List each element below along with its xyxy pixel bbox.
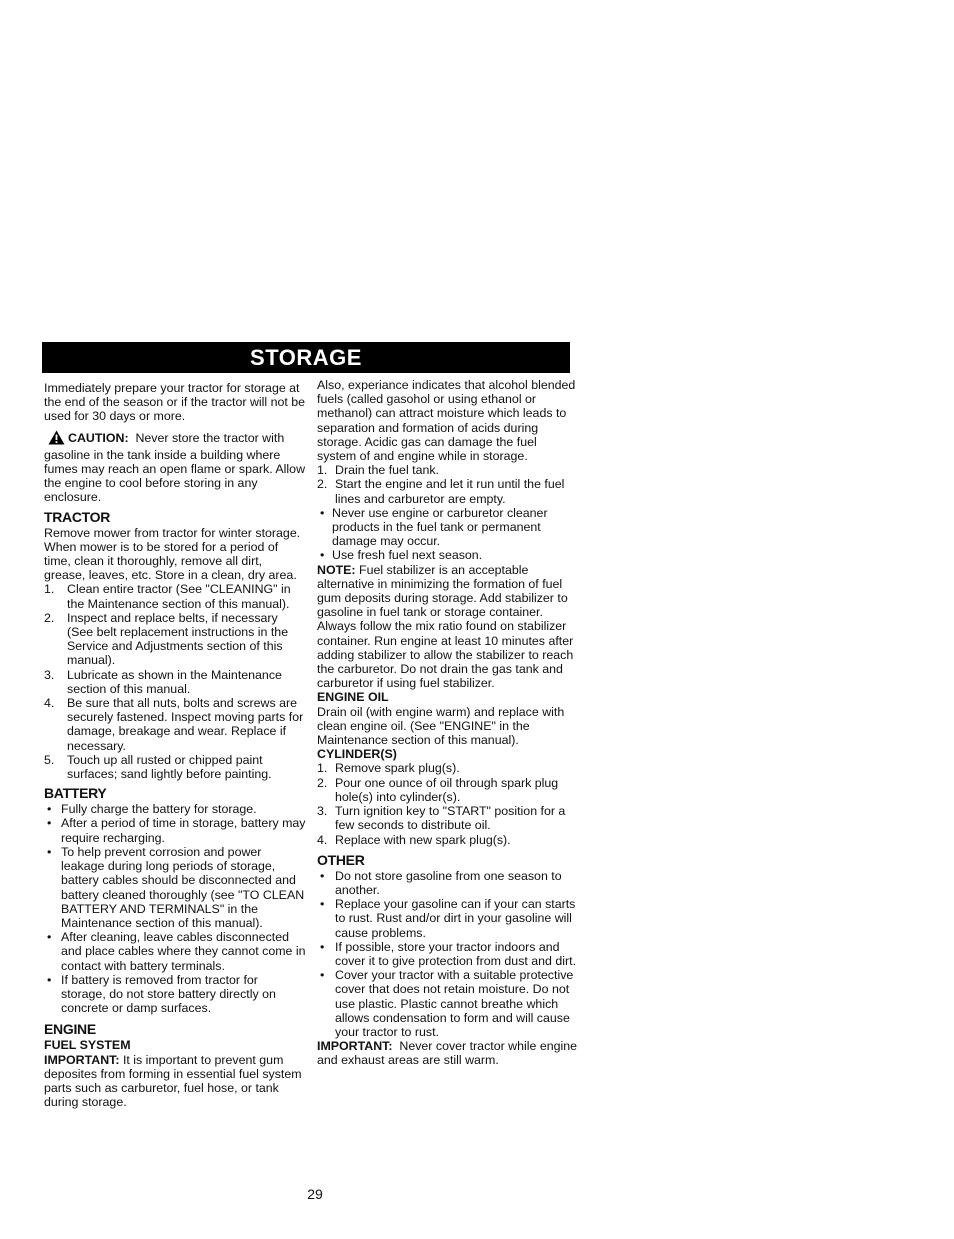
engine-oil-heading: ENGINE OIL <box>317 690 389 705</box>
battery-heading: BATTERY <box>44 785 107 802</box>
list-item: • To help prevent corrosion and power leakage during long periods of storage, battery cables should be disconnected and battery cleaned thoroughly (see "TO CLEAN BATTERY AND TERMINALS" in the Maintenance section of this manual). <box>47 844 305 930</box>
list-item: • After cleaning, leave cables disconnected and place cables where they cannot come in contact with battery terminals. <box>47 930 306 973</box>
section-banner <box>42 342 570 373</box>
caution-text: Never store the tractor with gasoline in the tank inside a building where fumes may reach an open flame or spark. Allow the engine to cool before storing in any enclosure. <box>44 430 306 505</box>
note-paragraph: NOTE: Fuel stabilizer is an acceptable alternative in minimizing the formation of fuel gum deposits during storage. Add stabilizer to gasoline in fuel tank or storage container. Always follow the mix ratio found on stabilizer container. Run engine at least 10 minutes after adding stabilizer to allow the stabilizer to reach the carburetor. Do not drain the gas tank and carburetor if using fuel stabilizer. <box>317 562 574 691</box>
page-number: 29 <box>307 1186 323 1202</box>
cylinder-heading: CYLINDER(S) <box>317 747 397 762</box>
list-item: • Never use engine or carburetor cleaner products in the fuel tank or permanent damage may occur. <box>320 505 548 549</box>
warning-icon <box>48 430 65 448</box>
list-item: 4. Replace with new spark plug(s). <box>317 832 511 847</box>
engine-heading: ENGINE <box>44 1021 96 1038</box>
list-item: • After a period of time in storage, battery may require recharging. <box>47 816 306 845</box>
list-item: • If battery is removed from tractor for storage, do not store battery directly on concrete or damp surfaces. <box>47 972 276 1016</box>
list-item: • Do not store gasoline from one season to another. <box>320 868 562 897</box>
list-item: 5. Touch up all rusted or chipped paint surfaces; sand lightly before painting. <box>44 752 272 782</box>
tractor-steps <box>44 582 306 781</box>
list-item: • Cover your tractor with a suitable protective cover that does not retain moisture. Do not use plastic. Plastic cannot breathe which allows condensation to form and will cause your tractor to rust. <box>320 968 574 1039</box>
list-item: • Use fresh fuel next season. <box>320 548 483 563</box>
other-heading: OTHER <box>317 851 365 868</box>
other-bullets <box>317 869 579 1039</box>
battery-bullets <box>44 802 306 1015</box>
list-item: 1. Clean entire tractor (See "CLEANING" in the Maintenance section of this manual). <box>44 582 291 611</box>
fuel-system-heading: FUEL SYSTEM <box>44 1038 131 1053</box>
alcohol-paragraph: Also, experiance indicates that alcohol blended fuels (called gasohol or using ethanol or methanol) can attract moisture which leads to separation and formation of acids during storage. Acidic gas can damage the fuel system of and engine while in storage. <box>317 378 576 464</box>
list-item: 4. Be sure that all nuts, bolts and screws are securely fastened. Inspect moving parts for damage, breakage and wear. Replace if necessary. <box>44 696 304 753</box>
tractor-heading: TRACTOR <box>44 508 111 525</box>
intro-paragraph: Immediately prepare your tractor for storage at the end of the season or if the tractor will not be used for 30 days or more. <box>44 381 306 424</box>
fuel-bullets <box>317 506 579 563</box>
list-item: 2. Pour one ounce of oil through spark plug hole(s) into cylinder(s). <box>317 775 559 804</box>
list-item: • If possible, store your tractor indoors and cover it to give protection from dust and dirt. <box>320 939 577 968</box>
list-item: 3. Lubricate as shown in the Maintenance section of this manual. <box>44 667 282 696</box>
right-column <box>317 378 579 1068</box>
section-title: STORAGE <box>250 345 362 370</box>
list-item: • Replace your gasoline can if your can starts to rust. Rust and/or dirt in your gasoline will cause problems. <box>320 897 576 940</box>
left-column <box>44 381 306 1109</box>
list-item: 2. Inspect and replace belts, if necessary (See belt replacement instructions in the Service and Adjustments section of this manual). <box>44 610 289 668</box>
fuel-steps <box>317 463 579 506</box>
list-item: • Fully charge the battery for storage. <box>47 802 257 817</box>
list-item: 1. Remove spark plug(s). <box>317 761 460 776</box>
caution-paragraph <box>44 430 306 505</box>
list-item: 1. Drain the fuel tank. <box>317 463 440 478</box>
list-item: 3. Turn ignition key to "START" position for a few seconds to distribute oil. <box>317 804 566 833</box>
cylinder-steps <box>317 761 579 846</box>
engine-oil-paragraph: Drain oil (with engine warm) and replace with clean engine oil. (See "ENGINE" in the Maintenance section of this manual). <box>317 704 565 748</box>
caution-label: CAUTION: <box>68 430 129 445</box>
tractor-intro: Remove mower from tractor for winter storage. When mower is to be stored for a period of time, clean it thoroughly, remove all dirt, grease, leaves, etc. Store in a clean, dry area. <box>44 525 301 583</box>
fuel-important-paragraph: IMPORTANT: It is important to prevent gum deposites from forming in essential fuel system parts such as carburetor, fuel hose, or tank during storage. <box>44 1052 302 1110</box>
important-paragraph: IMPORTANT: Never cover tractor while engine and exhaust areas are still warm. <box>317 1039 578 1068</box>
list-item: 2. Start the engine and let it run until the fuel lines and carburetor are empty. <box>317 477 565 506</box>
